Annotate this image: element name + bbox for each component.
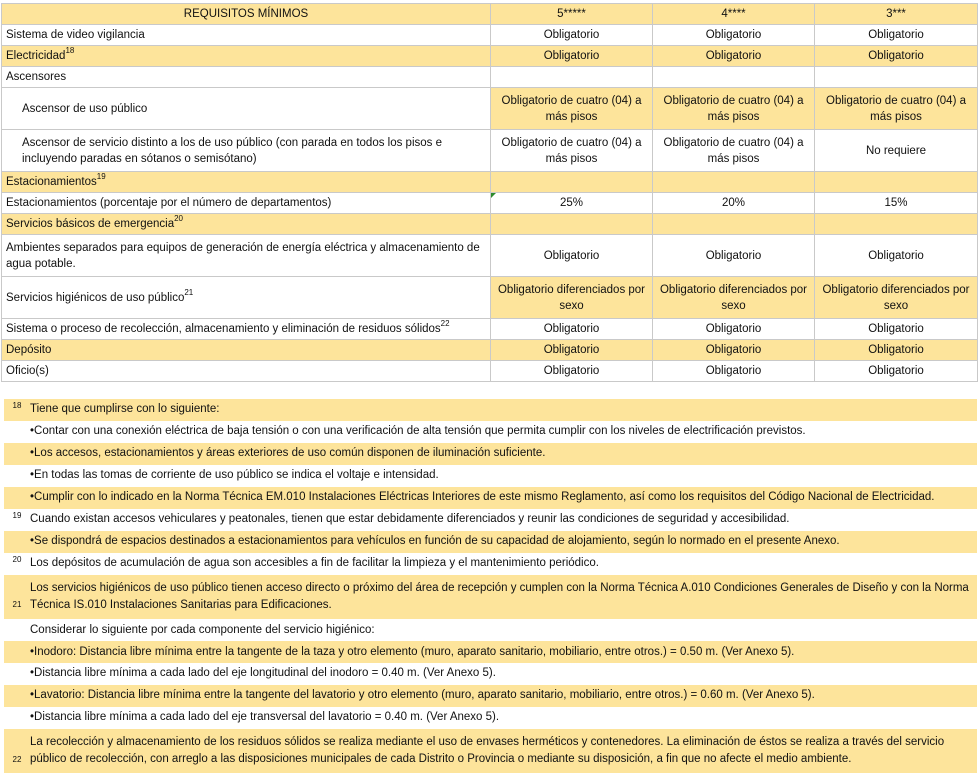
row-label: Ascensor de uso público: [2, 88, 491, 130]
row-label: Estacionamientos$^{19}$: [2, 172, 491, 193]
cell-4: Obligatorio: [653, 25, 815, 46]
table-row: [2, 214, 978, 235]
cell-5: Obligatorio: [491, 319, 653, 340]
cell-5: Obligatorio de cuatro (04) a más pisos: [491, 88, 653, 130]
cell-5: Obligatorio de cuatro (04) a más pisos: [491, 130, 653, 172]
list-item: [4, 685, 977, 707]
table-row: [2, 277, 978, 319]
cell-3: Obligatorio: [815, 340, 978, 361]
footnotes: [4, 399, 977, 773]
row-label: Electricidad$^{18}$: [2, 46, 491, 67]
footnote-ref: 19: [96, 172, 106, 182]
cell-3: Obligatorio: [815, 25, 978, 46]
cell-5: Obligatorio: [491, 340, 653, 361]
table-row: [2, 193, 978, 214]
footnote-number: 20: [12, 555, 22, 565]
bullet-text: Distancia libre mínima a cada lado del eje longitudinal del inodoro = 0.40 m. (Ver Anexo 5).: [34, 667, 496, 680]
cell-5: Obligatorio: [491, 235, 653, 277]
row-label: Servicios básicos de emergencia$^{20}$: [2, 214, 491, 235]
cell-4: Obligatorio: [653, 319, 815, 340]
header-5-stars: 5*****: [491, 4, 653, 25]
list-item: [4, 531, 977, 553]
cell-4: Obligatorio: [653, 235, 815, 277]
cell-3: No requiere: [815, 130, 978, 172]
cell-5: Obligatorio diferenciados por sexo: [491, 277, 653, 319]
bullet-icon: •: [30, 689, 35, 702]
cell-3: [815, 67, 978, 88]
bullet-icon: •: [30, 491, 35, 504]
list-item: [4, 641, 977, 663]
table-header-row: [2, 4, 978, 25]
bullet-text: Cumplir con lo indicado en la Norma Técnica EM.010 Instalaciones Eléctricas Interiores de este mismo Reglamento, así como los requisitos del Código Nacional de Electricidad.: [34, 491, 935, 504]
bullet-icon: •: [30, 425, 35, 438]
list-item: [4, 619, 977, 641]
cell-4: [653, 67, 815, 88]
cell-4: [653, 214, 815, 235]
footnote-number: 19: [12, 511, 22, 521]
footnote-21: [4, 575, 977, 619]
bullet-icon: •: [30, 667, 35, 680]
footnote-19: [4, 509, 977, 531]
cell-4: Obligatorio diferenciados por sexo: [653, 277, 815, 319]
cell-4: Obligatorio: [653, 340, 815, 361]
bullet-text: Inodoro: Distancia libre mínima entre la tangente de la taza y otro elemento (muro, aparato sanitario, mobiliario, entre otros.) = 0.50 m. (Ver Anexo 5).: [34, 645, 795, 658]
list-item: [4, 443, 977, 465]
bullet-icon: •: [30, 535, 35, 548]
footnote-22: [4, 729, 977, 773]
cell-5: Obligatorio: [491, 25, 653, 46]
table-row: [2, 319, 978, 340]
cell-3: Obligatorio: [815, 361, 978, 382]
bullet-text: Contar con una conexión eléctrica de baja tensión o con una verificación de alta tensión que permita cumplir con los niveles de electrificación previstos.: [34, 425, 806, 438]
cell-4: Obligatorio: [653, 46, 815, 67]
row-label: Ascensores: [2, 67, 491, 88]
bullet-text: Distancia libre mínima a cada lado del eje transversal del lavatorio = 0.40 m. (Ver Anexo 5).: [34, 711, 500, 724]
list-item: [4, 707, 977, 729]
cell-4: [653, 172, 815, 193]
bullet-text: Lavatorio: Distancia libre mínima entre la tangente del lavatorio y otro elemento (muro, aparato sanitario, mobiliario, entre otros.) = 0.60 m. (Ver Anexo 5).: [34, 689, 815, 702]
cell-3: 15%: [815, 193, 978, 214]
footnote-text: Cuando existan accesos vehiculares y peatonales, tienen que estar debidamente diferenciados y reunir las condiciones de seguridad y accesibilidad.: [30, 513, 790, 526]
table-row: [2, 340, 978, 361]
cell-5: Obligatorio: [491, 46, 653, 67]
footnote-text: Tiene que cumplirse con lo siguiente:: [30, 403, 220, 416]
cell-4: Obligatorio de cuatro (04) a más pisos: [653, 88, 815, 130]
cell-3: Obligatorio diferenciados por sexo: [815, 277, 978, 319]
cell-3: Obligatorio: [815, 46, 978, 67]
footnote-number: 18: [12, 401, 22, 411]
table-row: [2, 25, 978, 46]
footnote-ref: 18: [65, 46, 75, 56]
cell-5: 25%: [491, 193, 653, 214]
header-4-stars: 4****: [653, 4, 815, 25]
footnote-text: Los servicios higiénicos de uso público tienen acceso directo o próximo del área de recepción y cumplen con la Norma Técnica A.010 Condiciones Generales de Diseño y con la Norma Técnica IS.010 Instalaciones Sanitarias para Edificaciones.: [30, 581, 969, 611]
table-row: [2, 130, 978, 172]
cell-5: [491, 67, 653, 88]
list-item: [4, 663, 977, 685]
footnote-20: [4, 553, 977, 575]
header-requisitos: REQUISITOS MÍNIMOS: [2, 4, 491, 25]
footnote-number: 21: [12, 600, 22, 610]
cell-5: [491, 172, 653, 193]
requirements-table: [1, 3, 978, 382]
row-label: Ambientes separados para equipos de generación de energía eléctrica y almacenamiento de agua potable.: [2, 235, 491, 277]
footnote-number: 22: [12, 754, 22, 764]
cell-5: [491, 214, 653, 235]
footnote-text: Los depósitos de acumulación de agua son accesibles a fin de facilitar la limpieza y el mantenimiento periódico.: [30, 557, 599, 570]
row-label: Servicios higiénicos de uso público$^{21}$: [2, 277, 491, 319]
table-row: [2, 67, 978, 88]
bullet-icon: •: [30, 469, 35, 482]
footnote-ref: 20: [174, 214, 184, 224]
row-label: Sistema o proceso de recolección, almacenamiento y eliminación de residuos sólidos$^{22}$: [2, 319, 491, 340]
bullet-icon: •: [30, 711, 35, 724]
cell-3: Obligatorio de cuatro (04) a más pisos: [815, 88, 978, 130]
table-row: [2, 46, 978, 67]
bullet-text: Los accesos, estacionamientos y áreas exteriores de uso común disponen de iluminación suficiente.: [34, 447, 546, 460]
list-item: [4, 421, 977, 443]
cell-4: Obligatorio de cuatro (04) a más pisos: [653, 130, 815, 172]
cell-3: [815, 214, 978, 235]
cell-3: Obligatorio: [815, 235, 978, 277]
bullet-icon: •: [30, 447, 35, 460]
row-label: Oficio(s): [2, 361, 491, 382]
bullet-text: Se dispondrá de espacios destinados a estacionamientos para vehículos en función de su capacidad de alojamiento, según lo normado en el presente Anexo.: [34, 535, 840, 548]
bullet-text: En todas las tomas de corriente de uso público se indica el voltaje e intensidad.: [34, 469, 439, 482]
table-row: [2, 172, 978, 193]
cell-3: Obligatorio: [815, 319, 978, 340]
footnote-text: Considerar lo siguiente por cada componente del servicio higiénico:: [30, 623, 375, 636]
cell-3: [815, 172, 978, 193]
row-label: Estacionamientos (porcentaje por el número de departamentos): [2, 193, 491, 214]
footnote-ref: 21: [184, 287, 194, 297]
cell-4: 20%: [653, 193, 815, 214]
cell-5: Obligatorio: [491, 361, 653, 382]
comment-marker-icon: [491, 193, 496, 198]
footnote-18: [4, 399, 977, 421]
row-label: Depósito: [2, 340, 491, 361]
footnote-ref: 22: [440, 319, 450, 329]
header-3-stars: 3***: [815, 4, 978, 25]
table-row: [2, 361, 978, 382]
row-label: Sistema de video vigilancia: [2, 25, 491, 46]
footnote-text: La recolección y almacenamiento de los residuos sólidos se realiza mediante el uso de envases herméticos y contenedores. La eliminación de éstos se realiza a través del servicio público de recolección, con arreglo a las disposiciones municipales de cada Distrito o Provincia o mediante su disposición, a fin que no afecte el medio ambiente.: [30, 736, 945, 766]
list-item: [4, 465, 977, 487]
row-label: Ascensor de servicio distinto a los de uso público (con parada en todos los pisos e incluyendo paradas en sótanos o semisótano): [2, 130, 491, 172]
table-row: [2, 235, 978, 277]
list-item: [4, 487, 977, 509]
bullet-icon: •: [30, 645, 35, 658]
table-row: [2, 88, 978, 130]
cell-4: Obligatorio: [653, 361, 815, 382]
